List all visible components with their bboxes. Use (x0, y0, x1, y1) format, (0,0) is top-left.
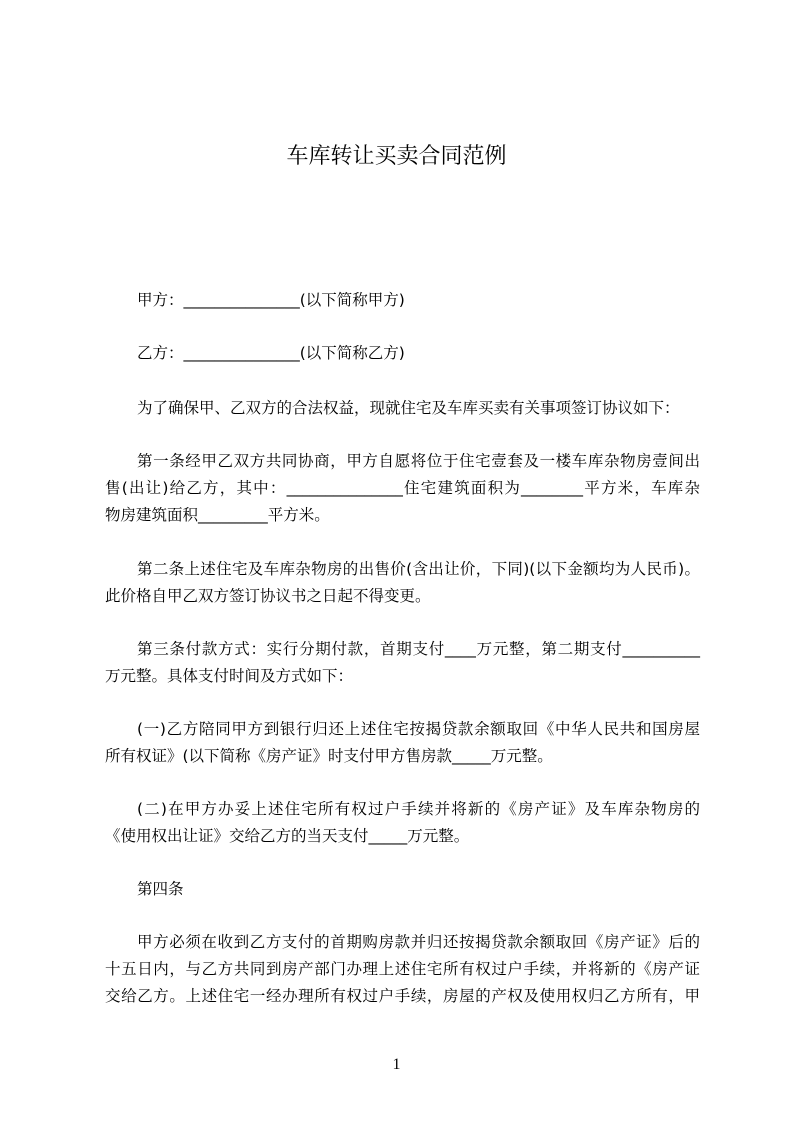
paragraph-line: 第二条上述住宅及车库杂物房的出售价(含出让价，下同)(以下金额均为人民币)。 (137, 560, 700, 578)
paragraph-line: (二)在甲方办妥上述住宅所有权过户手续并将新的《房产证》及车库杂物房的 (137, 800, 700, 818)
paragraph-line: 十五日内，与乙方共同到房产部门办理上述住宅所有权过户手续，并将新的《房产证 (105, 960, 700, 978)
paragraph-line: 第一条经甲乙双方共同协商，甲方自愿将位于住宅壹套及一楼车库杂物房壹间出 (137, 452, 700, 470)
article-4-heading-paragraph (105, 876, 700, 903)
page-number: 1 (392, 1056, 401, 1073)
party-a-paragraph (105, 287, 700, 314)
article-4-heading: 第四条 (137, 880, 184, 898)
party-b-paragraph (105, 340, 700, 367)
article-4-body-paragraph (105, 929, 700, 1010)
document-title: 车库转让买卖合同范例 (286, 144, 507, 169)
article-3-paragraph (105, 636, 700, 690)
paragraph-line: 交给乙方。上述住宅一经办理所有权过户手续，房屋的产权及使用权归乙方所有，甲 (105, 987, 700, 1005)
paragraph-line: 此价格自甲乙双方签订协议书之日起不得变更。 (105, 587, 431, 605)
paragraph-line: 万元整。具体支付时间及方式如下： (105, 667, 354, 685)
article-1-paragraph (105, 448, 700, 529)
preamble-line: 为了确保甲、乙双方的合法权益，现就住宅及车库买卖有关事项签订协议如下： (137, 399, 680, 417)
paragraph-line: 售(出让)给乙方，其中：_______________住宅建筑面积为________平方米，车库杂 (105, 479, 700, 497)
paragraph-line: 物房建筑面积_________平方米。 (105, 506, 330, 524)
party-b-line: 乙方：_______________(以下简称乙方) (137, 344, 405, 362)
paragraph-line: 所有权证》(以下简称《房产证》时支付甲方售房款_____万元整。 (105, 747, 553, 765)
article-3-item-2-paragraph (105, 796, 700, 850)
paragraph-line: 甲方必须在收到乙方支付的首期购房款并归还按揭贷款余额取回《房产证》后的 (137, 933, 700, 951)
paragraph-line: 《使用权出让证》交给乙方的当天支付_____万元整。 (105, 827, 470, 845)
party-a-line: 甲方：_______________(以下简称甲方) (137, 291, 405, 309)
preamble-paragraph (105, 395, 700, 422)
article-3-item-1-paragraph (105, 716, 700, 770)
paragraph-line: 第三条付款方式：实行分期付款，首期支付____万元整，第二期支付__________ (137, 640, 700, 658)
article-2-paragraph (105, 556, 700, 610)
paragraph-line: (一)乙方陪同甲方到银行归还上述住宅按揭贷款余额取回《中华人民共和国房屋 (137, 720, 700, 738)
